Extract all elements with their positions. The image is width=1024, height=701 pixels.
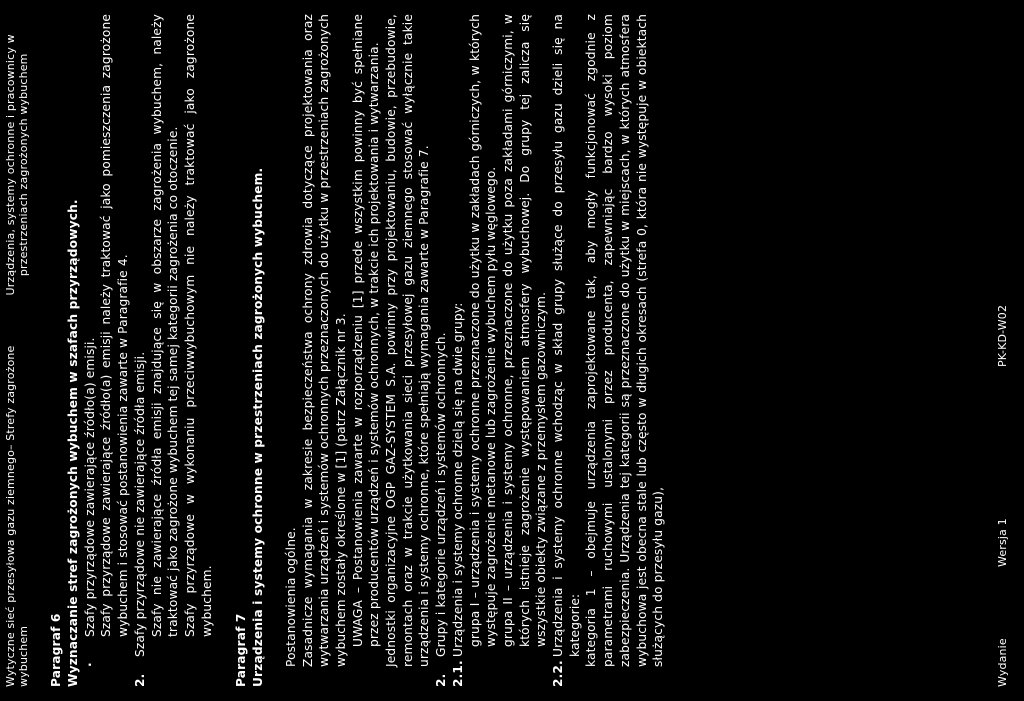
header-right: Urządzenia, systemy ochronne i pracownicy w przestrzeniach zagrożonych wybuchem [4,34,31,296]
footer-version: Wersja 1 [995,518,1009,567]
group-2: grupa II – urządzenia i systemy ochronne, przeznaczone do użytku poza zakładami górniczymi, w których istnieje zagrożenie występowaniem atmosfery wybuchowej. Do grupy tej zalicza się wszystkie obiekty związane z przemysłem gazowniczym. [500,14,549,647]
category-1: kategoria 1 – obejmuje urządzenia zaprojektowane tak, aby mogły funkcjonować zgodnie z parametrami ruchowymi ustalonymi przez producenta, zapewniając bardzo wysoki poziom zabezpieczenia. Urządzenia tej kategorii są przeznaczone do użytku w miejscach, w których atmosfera wybuchowa jest obecna stale lub często w długich okresach (strefa 0, która nie występuje w obiektach służących do przesyłu gazu), [584,14,666,667]
paragraph-6-heading: Wyznaczanie stref zagrożonych wybuchem w szafach przyrządowych. [66,199,81,687]
general-title: Postanowienia ogólne. [283,527,298,667]
list-item: Szafy przyrządowe w wykonaniu przeciwwybuchowym nie należy traktować jako zagrożone wybuchem. [183,14,214,637]
section-2-1: 2.1. Urządzenia i systemy ochronne dzielą się na dwie grupy: [450,302,465,687]
general-text: Zasadnicze wymagania w zakresie bezpieczeństwa ochrony zdrowia dotyczące projektowania oraz wytwarzania urządzeń i systemów ochronnych przeznaczonych do użytku w przestrzeniach zagrożonych wybuchem zostały określone w [1] (patrz Załącznik nr 3. [300,14,348,667]
list-item: Szafy przyrządowe zawierające źródło(a) emisji należy traktować jako pomieszczenia zagrożone wybuchem i stosować postanowienia zawarte w Paragrafie 4. [99,14,131,637]
group-1: grupa I – urządzenia i systemy ochronne przeznaczone do użytku w zakładach górniczych, w których występuje zagrożenie metanowe lub zagrożenie wybuchem pyłu węglowego. [467,14,499,647]
list-item: Szafy nie zawierające źródła emisji znajdujące się w obszarze zagrożenia wybuchem, należy traktować jako zagrożone wybuchem tej samej kategorii zagrożenia co otoczenie. [149,14,181,637]
footer-edition: Wydanie [995,638,1009,687]
paragraph-6 [48,14,215,687]
page-header [4,14,30,687]
uwaga-note: UWAGA – Postanowienia zawarte w rozporządzeniu [1] przede wszystkim powinny być spełniane przez producentów urządzeń i systemów ochronnych, w trakcie ich projektowania i wytwarzania. [350,14,382,647]
paragraph-6-title: Paragraf 6 [49,613,64,687]
section-2-2: 2.2. Urządzenia i systemy ochronne wchodząc w skład grupy służące do przesyłu gazu dzieli się na kategorie: [551,14,582,687]
footer-code: PK-KD-W02 [995,304,1009,367]
paragraph-7 [233,14,667,687]
paragraph-7-title: Paragraf 7 [234,613,249,687]
page-footer [995,14,1010,687]
list-item: · Szafy przyrządowe zawierające źródło(a) emisji. [82,337,97,667]
header-left: Wytyczne sieć przesyłowa gazu ziemnego– Strefy zagrożone wybuchem [4,345,31,687]
units-text: Jednostki organizacyjne OGP GAZ-SYSTEM S.A. powinny przy projektowaniu, budowie, przebudowie, remontach oraz w trakcie użytkowania sieci przesyłowej gazu ziemnego stosować wyłącznie takie urządzenia i systemy ochronne, które spełniają wymagania zawarte w Paragrafie 7. [384,14,432,667]
paragraph-7-heading: Urządzenia i systemy ochronne w przestrzeniach zagrożonych wybuchem. [251,167,266,687]
list-item: 2. Szafy przyrządowe nie zawierające źródła emisji. [132,351,147,687]
section-2: 2. Grupy i kategorie urządzeń i systemów ochronnych. [434,332,449,687]
